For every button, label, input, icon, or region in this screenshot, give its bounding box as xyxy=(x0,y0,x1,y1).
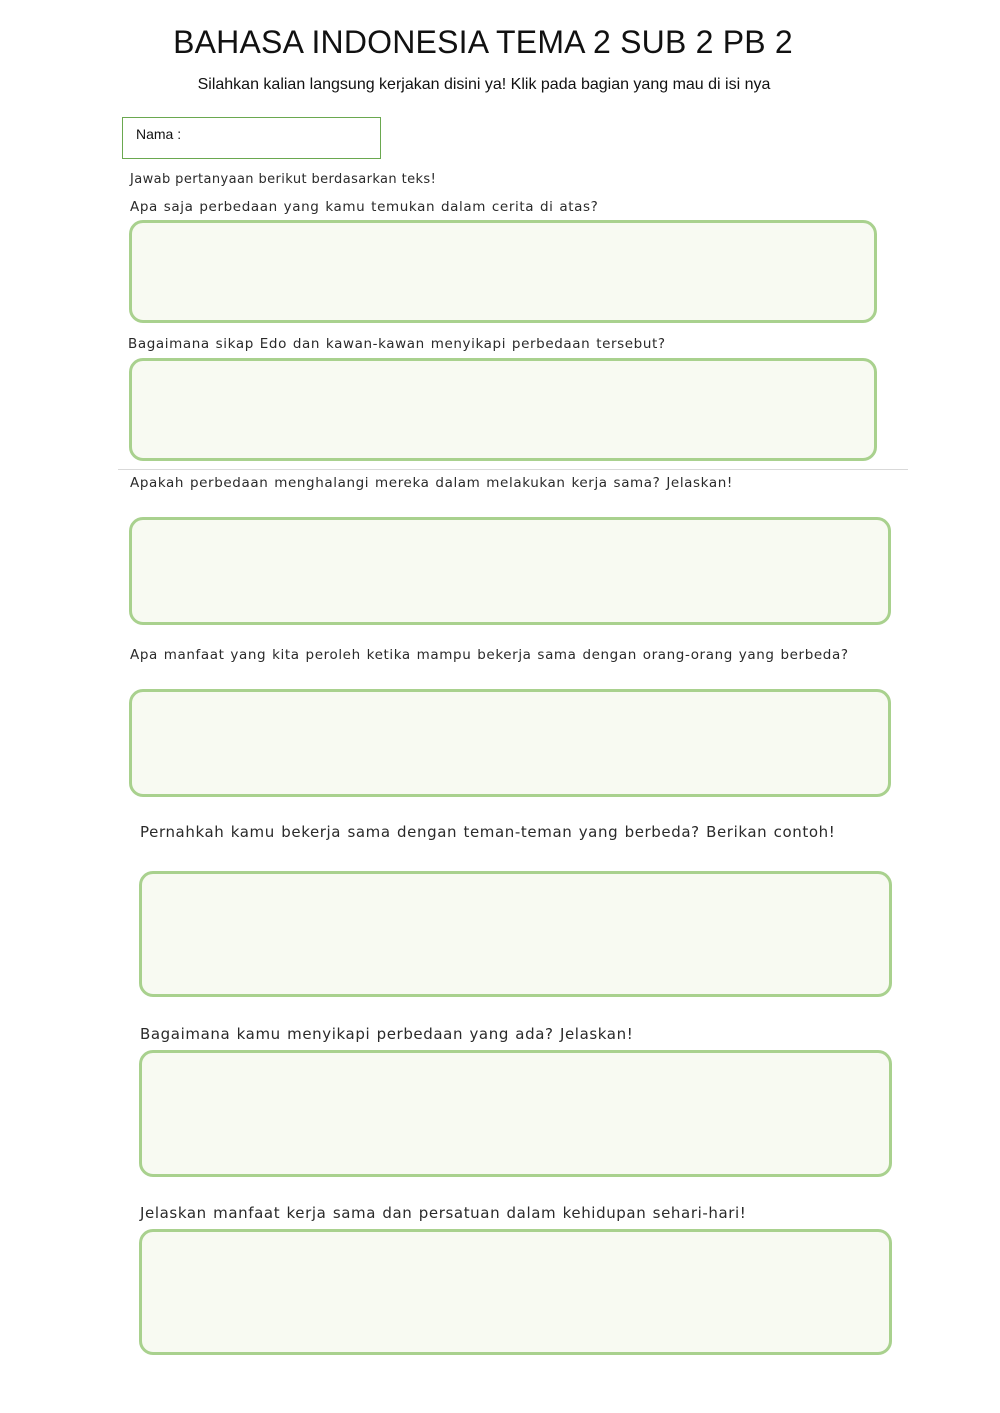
answer-box-4[interactable] xyxy=(129,689,891,797)
question-6-text: Bagaimana kamu menyikapi perbedaan yang ada? Jelaskan! xyxy=(140,1025,634,1043)
instruction-text: Jawab pertanyaan berikut berdasarkan teks! xyxy=(130,172,437,187)
page-title: BAHASA INDONESIA TEMA 2 SUB 2 PB 2 xyxy=(173,24,793,60)
section-divider xyxy=(118,469,908,470)
name-field[interactable] xyxy=(122,117,381,159)
answer-box-5[interactable] xyxy=(139,871,892,997)
answer-box-1[interactable] xyxy=(129,220,877,323)
question-2-text: Bagaimana sikap Edo dan kawan-kawan menyikapi perbedaan tersebut? xyxy=(128,336,666,352)
answer-box-6[interactable] xyxy=(139,1050,892,1177)
page-subtitle: Silahkan kalian langsung kerjakan disini ya! Klik pada bagian yang mau di isi nya xyxy=(197,76,771,93)
question-5-text: Pernahkah kamu bekerja sama dengan teman-teman yang berbeda? Berikan contoh! xyxy=(140,823,836,841)
question-3-text: Apakah perbedaan menghalangi mereka dalam melakukan kerja sama? Jelaskan! xyxy=(130,475,733,491)
question-7-text: Jelaskan manfaat kerja sama dan persatuan dalam kehidupan sehari-hari! xyxy=(140,1204,747,1222)
answer-box-7[interactable] xyxy=(139,1229,892,1355)
name-label: Nama : xyxy=(136,126,182,142)
question-1-text: Apa saja perbedaan yang kamu temukan dalam cerita di atas? xyxy=(130,199,599,215)
answer-box-3[interactable] xyxy=(129,517,891,625)
answer-box-2[interactable] xyxy=(129,358,877,461)
question-4-text: Apa manfaat yang kita peroleh ketika mampu bekerja sama dengan orang-orang yang berbeda? xyxy=(130,647,849,663)
